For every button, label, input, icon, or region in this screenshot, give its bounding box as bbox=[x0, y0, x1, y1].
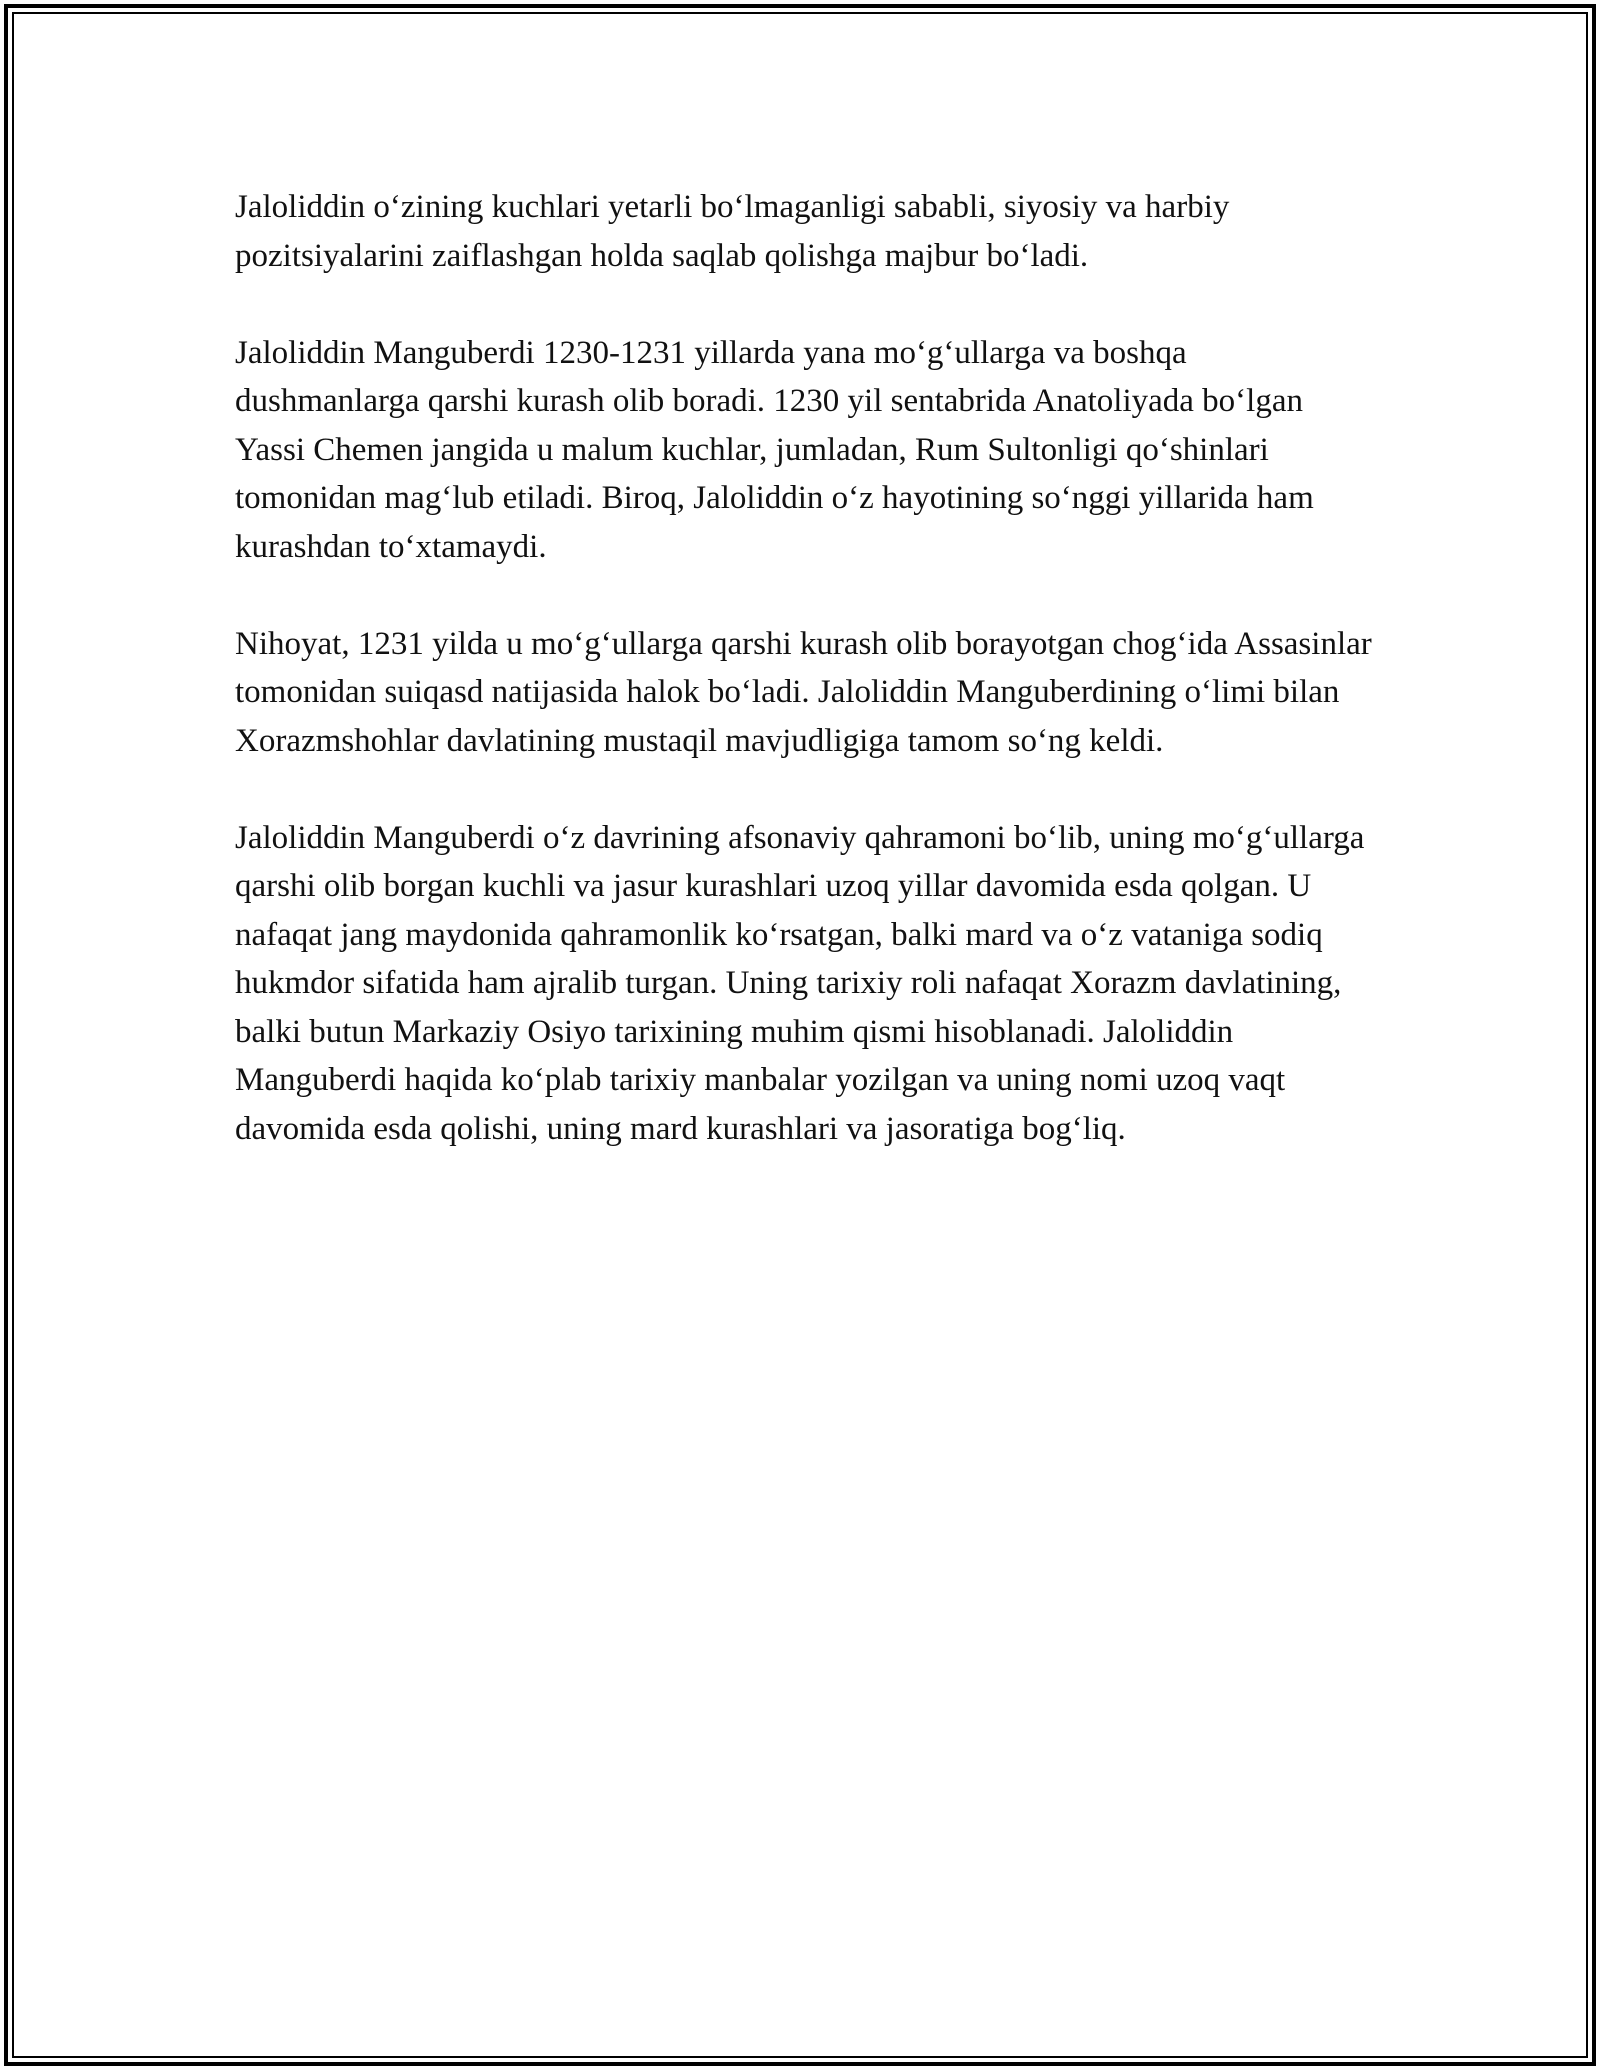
paragraph-1: Jaloliddin o‘zining kuchlari yetarli bo‘lmaganligi sababli, siyosiy va harbiy pozitsiyalarini zaiflashgan holda saqlab qolishga majbur bo‘ladi. bbox=[235, 189, 1230, 274]
document-body bbox=[235, 183, 1375, 1202]
paragraph-3: Nihoyat, 1231 yilda u mo‘g‘ullarga qarshi kurash olib borayotgan chog‘ida Assasinlar tomonidan suiqasd natijasida halok bo‘ladi. Jaloliddin Manguberdining o‘limi bilan Xorazmshohlar davlatining mustaqil mavjudligiga tamom so‘ng keldi. bbox=[235, 625, 1372, 759]
paragraph-2: Jaloliddin Manguberdi 1230-1231 yillarda yana mo‘g‘ullarga va boshqa dushmanlarga qarshi kurash olib boradi. 1230 yil sentabrida Anatoliyada bo‘lgan Yassi Chemen jangida u malum kuchlar, jumladan, Rum Sultonligi qo‘shinlari tomonidan mag‘lub etiladi. Biroq, Jaloliddin o‘z hayotining so‘nggi yillarida ham kurashdan to‘xtamaydi. bbox=[235, 334, 1314, 565]
paragraph-4: Jaloliddin Manguberdi o‘z davrining afsonaviy qahramoni bo‘lib, uning mo‘g‘ullarga qarshi olib borgan kuchli va jasur kurashlari uzoq yillar davomida esda qolgan. U nafaqat jang maydonida qahramonlik ko‘rsatgan, balki mard va o‘z vataniga sodiq hukmdor sifatida ham ajralib turgan. Uning tarixiy roli nafaqat Xorazm davlatining, balki butun Markaziy Osiyo tarixining muhim qismi hisoblanadi. Jaloliddin Manguberdi haqida ko‘plab tarixiy manbalar yozilgan va uning nomi uzoq vaqt davomida esda qolishi, uning mard kurashlari va jasoratiga bog‘liq. bbox=[235, 819, 1365, 1147]
